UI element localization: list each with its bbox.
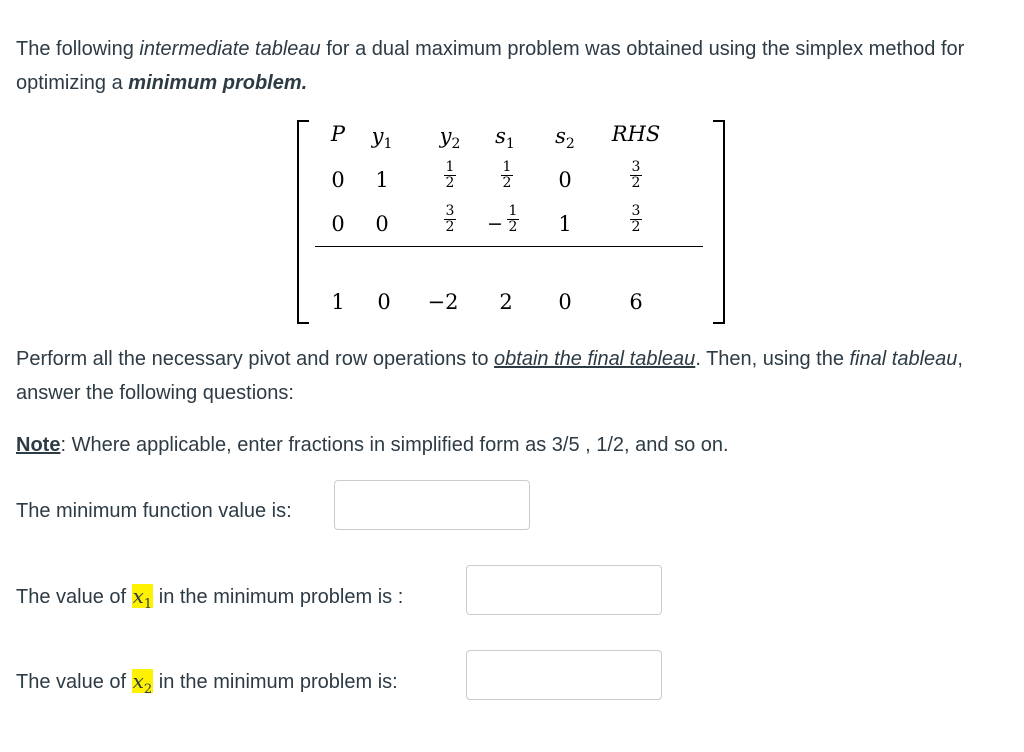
x2-highlight: $x_2$	[132, 669, 153, 697]
obj-s1: 2	[499, 290, 513, 314]
header-s1: $s_1$	[495, 124, 515, 153]
q3-label: The value of $x_2$ in the minimum problem is:	[16, 669, 398, 697]
left-bracket	[297, 120, 309, 324]
note-label: Note	[16, 434, 61, 456]
header-y1: $y_1$	[371, 124, 393, 153]
q1-label: The minimum function value is:	[16, 500, 292, 522]
r1-y1: 1	[375, 168, 389, 192]
intro-text: The following	[16, 38, 140, 60]
header-y2: $y_2$	[439, 124, 461, 153]
r2-p: 0	[331, 212, 345, 236]
intro-emphasis: intermediate tableau	[139, 38, 321, 60]
r2-s1-fraction: 1 2	[508, 203, 518, 235]
x2-value-input[interactable]	[466, 650, 662, 700]
obj-p: 1	[331, 290, 345, 314]
simplex-tableau	[297, 118, 725, 324]
header-p: P	[330, 122, 346, 146]
instructions-emphasis: final	[849, 348, 887, 370]
instructions-emphasis: tableau	[886, 348, 958, 370]
r2-y2-fraction: 3 2	[445, 203, 455, 235]
note-text: : Where applicable, enter fractions in simplified form as 3/5 , 1/2, and so on.	[60, 434, 729, 456]
r1-p: 0	[331, 168, 345, 192]
intro-paragraph	[16, 32, 1006, 100]
instructions-text: Perform all the necessary pivot and row operations to	[16, 348, 495, 370]
r2-s2: 1	[558, 212, 572, 236]
minimum-value-input[interactable]	[334, 480, 530, 530]
r1-s2: 0	[558, 168, 572, 192]
instructions-paragraph	[16, 342, 1006, 410]
intro-text: for a dual maximum problem was obtained using the simplex method for optimizing a	[16, 38, 965, 94]
intro-strong: minimum problem.	[128, 72, 308, 94]
obj-y1: 0	[377, 290, 391, 314]
instructions-underlined: obtain the final tableau	[494, 348, 696, 370]
note-paragraph	[16, 428, 1006, 462]
r1-rhs-fraction: 3 2	[631, 159, 641, 191]
q2-label: The value of $x_1$ in the minimum problem is :	[16, 584, 404, 612]
header-rhs: RHS	[611, 122, 661, 146]
obj-y2: −2	[427, 290, 459, 314]
right-bracket	[713, 120, 725, 324]
r2-y1: 0	[375, 212, 389, 236]
header-s2: $s_2$	[555, 124, 575, 153]
x1-highlight: $x_1$	[132, 584, 153, 612]
r2-rhs-fraction: 3 2	[631, 203, 641, 235]
obj-s2: 0	[558, 290, 572, 314]
x1-value-input[interactable]	[466, 565, 662, 615]
instructions-text: . Then, using the	[695, 348, 850, 370]
r1-y2-fraction: 1 2	[445, 159, 455, 191]
r2-s1-minus: −	[487, 213, 503, 235]
r1-s1-fraction: 1 2	[502, 159, 512, 191]
instructions-text: , answer the following questions:	[16, 348, 963, 404]
obj-rhs: 6	[629, 290, 643, 314]
tableau-divider	[315, 246, 703, 247]
